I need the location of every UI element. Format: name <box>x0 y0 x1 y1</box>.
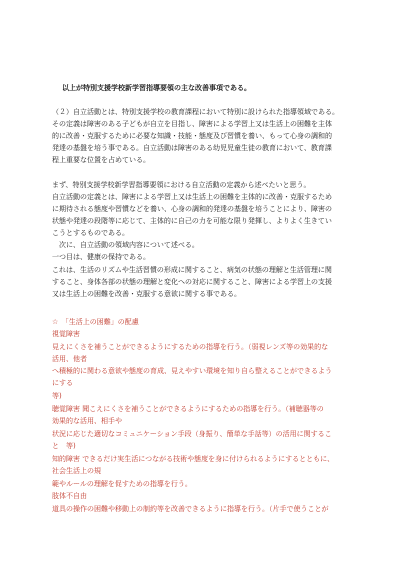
text-line: 見えにくさを補うことができるようにするための指導を行う。（弱視レンズ等の効果的な <box>52 343 329 351</box>
text-line: 道具の操作の困難や移動上の制約等を改善できるように指導を行う。（片手で使うことが <box>52 505 329 513</box>
text-line: 範やルールの理解を促すための指導を行う。 <box>52 480 192 488</box>
text-line: 的に改善・克服するために必要な知識・技能・態度及び習慣を養い、もって心身の調和的 <box>52 132 332 140</box>
text-line: 又は生活上の困難を改善・克服する意欲に関する事である。 <box>52 290 241 298</box>
text-line: 状態や発達の段階等に応じて、主体的に自己の力を可能な限り発揮し、よりよく生きてい <box>52 217 332 225</box>
text-line: 社会生活上の規 <box>52 467 101 475</box>
text-line: と 等) <box>52 442 76 450</box>
text-line: すること、身体各部の状態の理解と変化への対応に関すること、障害による学習上の支援 <box>52 278 332 286</box>
text-line: 視覚障害 <box>52 330 80 338</box>
text-line: まず、特別支援学校新学習指導要領における自立活動の定義から述べたいと思う。 <box>52 181 311 189</box>
text-line: （２）自立活動とは、特別支援学校の教育課程において特別に設けられた指導領域である。 <box>52 108 339 116</box>
text-line: これは、生活のリズムや生活習慣の形成に関すること、病気の状態の理解と生活管理に関 <box>52 266 332 274</box>
text-line: こうとするものである。 <box>52 229 129 237</box>
text-line: 状況に応じた適切なコミュニケーション手段（身振り、簡単な手話等）の活用に関するこ <box>52 430 332 438</box>
text-line: その定義は障害のある子どもが自立を目指し、障害による学習上又は生活上の困難を主体 <box>52 120 332 128</box>
text-line: ☆ 「生活上の困難」の配慮 <box>52 318 139 326</box>
text-line: 効果的な活用、相手や <box>52 417 122 425</box>
text-line: 自立活動の定義とは、障害による学習上又は生活上の困難を主体的に改善・克服するため <box>52 193 332 201</box>
text-line: 以上が特別支援学校新学習指導要領の主な改善事項である。 <box>62 84 251 92</box>
text-line: 肢体不自由 <box>52 492 87 500</box>
text-line: 知的障害 できるだけ実生活につながる技術や態度を身に付けられるようにするとともに、 <box>52 455 335 463</box>
text-line: 聴覚障害 聞こえにくさを補うことができるようにするための指導を行う。（補聴器等の <box>52 405 324 413</box>
text-line: 活用、他者 <box>52 355 87 363</box>
text-line: にする <box>52 379 73 387</box>
text-line: 発達の基盤を培う事である。自立活動は障害のある幼児児童生徒の教育において、教育課 <box>52 144 332 152</box>
text-line: に期待される態度や習慣などを養い、心身の調和的発達の基盤を培うことにより、障害の <box>52 205 332 213</box>
text-line: へ積極的に関わる意欲や態度の育成、見えやすい環境を知り自ら整えることができるよう <box>52 367 332 375</box>
text-line: 程上重要な位置を占めている。 <box>52 156 150 164</box>
text-line: 一つ目は、健康の保持である。 <box>52 253 150 261</box>
text-line: 等) <box>52 392 62 400</box>
text-line: 次に、自立活動の領域内容について述べる。 <box>52 241 199 249</box>
